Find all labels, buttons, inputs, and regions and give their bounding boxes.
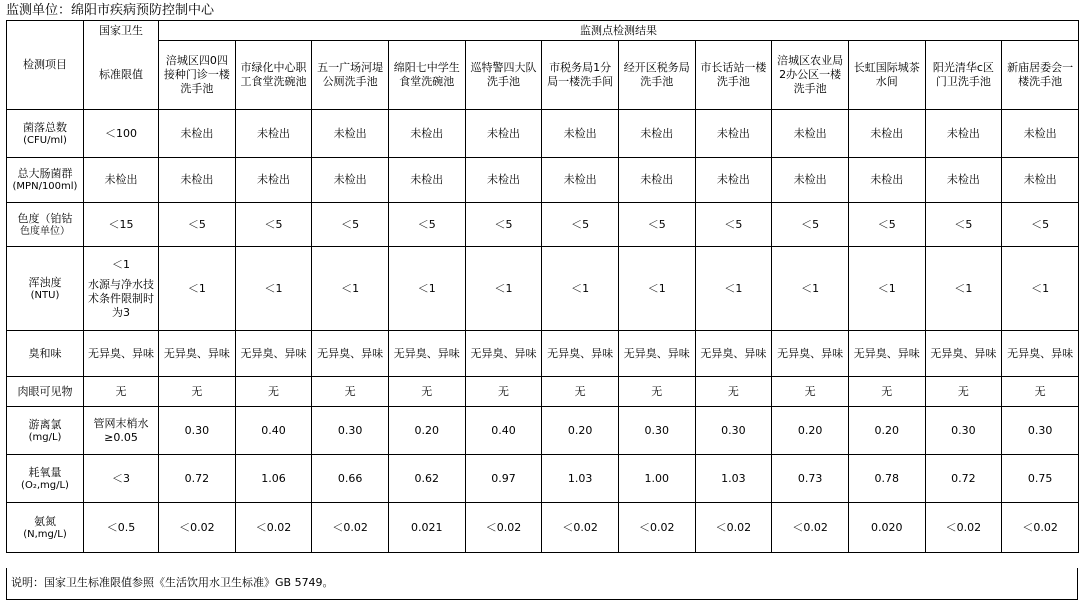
- standard-cell: [84, 158, 159, 203]
- result-cell: 未检出: [388, 110, 465, 158]
- result-cell: ＜0.02: [542, 503, 619, 553]
- item-name: 游离氯: [28, 417, 62, 431]
- result-cell: ＜1: [772, 247, 849, 331]
- result-cell: ＜1: [388, 247, 465, 331]
- item-name: 肉眼可见物: [17, 384, 73, 398]
- item-cell: [7, 455, 84, 503]
- result-cell: ＜0.02: [312, 503, 389, 553]
- standard-value: ＜0.5: [106, 520, 136, 534]
- table-row: [7, 158, 1079, 203]
- result-cell: 未检出: [542, 158, 619, 203]
- results-header: 监测点检测结果: [159, 21, 1079, 41]
- result-cell: 无异臭、异味: [618, 331, 695, 377]
- result-cell: ＜5: [848, 203, 925, 247]
- item-unit: 色度单位）: [20, 225, 70, 237]
- result-cell: 未检出: [235, 158, 312, 203]
- result-cell: ＜0.02: [1002, 503, 1079, 553]
- result-cell: 无: [388, 377, 465, 407]
- result-cell: ＜5: [925, 203, 1002, 247]
- table-row: [7, 407, 1079, 455]
- item-cell: [7, 110, 84, 158]
- result-cell: ＜1: [618, 247, 695, 331]
- site-header-10: 长虹国际城茶水间: [848, 41, 925, 110]
- table-row: [7, 110, 1079, 158]
- result-cell: ＜0.02: [618, 503, 695, 553]
- result-cell: 0.30: [695, 407, 772, 455]
- result-cell: 0.62: [388, 455, 465, 503]
- result-cell: 0.020: [848, 503, 925, 553]
- site-header-row: [7, 41, 1079, 110]
- result-cell: 0.30: [159, 407, 236, 455]
- item-cell: [7, 377, 84, 407]
- item-name: 浑浊度: [28, 275, 62, 289]
- table-row: [7, 503, 1079, 553]
- standard-header: [84, 21, 159, 110]
- result-cell: 未检出: [1002, 158, 1079, 203]
- result-cell: ＜1: [848, 247, 925, 331]
- result-cell: 无异臭、异味: [848, 331, 925, 377]
- result-cell: 无: [618, 377, 695, 407]
- result-cell: 未检出: [925, 110, 1002, 158]
- result-cell: 无异臭、异味: [465, 331, 542, 377]
- result-cell: 未检出: [925, 158, 1002, 203]
- standard-value: 无: [115, 384, 127, 398]
- table-row: [7, 247, 1079, 331]
- result-cell: 0.72: [159, 455, 236, 503]
- result-cell: ＜5: [465, 203, 542, 247]
- table-row: [7, 203, 1079, 247]
- item-unit: (N,mg/L): [23, 528, 67, 540]
- result-cell: ＜1: [1002, 247, 1079, 331]
- item-name: 菌落总数: [23, 120, 67, 134]
- table-row: [7, 455, 1079, 503]
- result-cell: 无: [925, 377, 1002, 407]
- standard-cell: [84, 203, 159, 247]
- result-cell: 未检出: [159, 158, 236, 203]
- item-name: 色度（铂钴: [17, 211, 73, 225]
- result-cell: 无: [1002, 377, 1079, 407]
- result-cell: 1.03: [542, 455, 619, 503]
- item-unit: (O₂,mg/L): [21, 479, 69, 491]
- standard-value: ＜100: [105, 126, 137, 140]
- result-cell: 未检出: [695, 158, 772, 203]
- result-cell: ＜0.02: [465, 503, 542, 553]
- result-cell: 无异臭、异味: [695, 331, 772, 377]
- result-cell: 无异臭、异味: [312, 331, 389, 377]
- table-row: [7, 331, 1079, 377]
- result-cell: ＜0.02: [695, 503, 772, 553]
- site-header-8: 市长话站一楼洗手池: [695, 41, 772, 110]
- result-cell: 未检出: [159, 110, 236, 158]
- item-cell: [7, 203, 84, 247]
- result-cell: 无异臭、异味: [159, 331, 236, 377]
- site-header-9: 涪城区农业局2办公区一楼洗手池: [772, 41, 849, 110]
- standard-header-bottom: 标准限值: [99, 68, 143, 81]
- result-cell: 0.66: [312, 455, 389, 503]
- result-cell: 0.20: [772, 407, 849, 455]
- result-cell: ＜0.02: [159, 503, 236, 553]
- result-cell: 未检出: [695, 110, 772, 158]
- site-header-3: 五一广场河堤公厕洗手池: [312, 41, 389, 110]
- site-header-6: 市税务局1分局一楼洗手间: [542, 41, 619, 110]
- item-unit: (MPN/100ml): [12, 181, 78, 192]
- result-cell: 无异臭、异味: [235, 331, 312, 377]
- result-cell: ＜5: [772, 203, 849, 247]
- result-cell: ＜1: [235, 247, 312, 331]
- result-cell: 无: [695, 377, 772, 407]
- result-cell: 无: [772, 377, 849, 407]
- result-cell: ＜5: [159, 203, 236, 247]
- site-header-7: 经开区税务局洗手池: [618, 41, 695, 110]
- result-cell: 未检出: [465, 158, 542, 203]
- result-cell: 0.73: [772, 455, 849, 503]
- site-header-1: 涪城区四0四接种门诊一楼洗手池: [159, 41, 236, 110]
- result-cell: 1.00: [618, 455, 695, 503]
- standard-cell: [84, 247, 159, 331]
- standard-cell: [84, 455, 159, 503]
- result-cell: ＜5: [542, 203, 619, 247]
- result-cell: 未检出: [235, 110, 312, 158]
- standard-value: ＜3: [112, 471, 130, 485]
- result-cell: 未检出: [465, 110, 542, 158]
- result-cell: 无: [465, 377, 542, 407]
- item-unit: (mg/L): [28, 431, 62, 443]
- item-cell: [7, 503, 84, 553]
- result-cell: 0.78: [848, 455, 925, 503]
- item-cell: [7, 158, 84, 203]
- result-cell: 无: [542, 377, 619, 407]
- item-cell: [7, 407, 84, 455]
- result-cell: ＜1: [542, 247, 619, 331]
- result-cell: 0.30: [1002, 407, 1079, 455]
- result-cell: 无异臭、异味: [388, 331, 465, 377]
- result-cell: 未检出: [542, 110, 619, 158]
- item-name: 耗氧量: [28, 465, 62, 479]
- result-cell: 无异臭、异味: [1002, 331, 1079, 377]
- water-quality-table: [6, 20, 1079, 553]
- result-cell: ＜5: [618, 203, 695, 247]
- result-cell: ＜5: [388, 203, 465, 247]
- result-cell: 无: [235, 377, 312, 407]
- result-cell: ＜1: [312, 247, 389, 331]
- site-header-11: 阳光清华c区门卫洗手池: [925, 41, 1002, 110]
- result-cell: ＜5: [312, 203, 389, 247]
- result-cell: 1.03: [695, 455, 772, 503]
- result-cell: 0.20: [542, 407, 619, 455]
- result-cell: 无: [848, 377, 925, 407]
- result-cell: 0.40: [465, 407, 542, 455]
- item-unit: (CFU/ml): [23, 134, 67, 146]
- footnote: 说明：国家卫生标准限值参照《生活饮用水卫生标准》GB 5749。: [6, 568, 1078, 600]
- standard-header-top: 国家卫生: [99, 24, 143, 37]
- header-row-top: [7, 21, 1079, 41]
- result-cell: 0.20: [388, 407, 465, 455]
- standard-cell: [84, 331, 159, 377]
- result-cell: ＜1: [159, 247, 236, 331]
- result-cell: 未检出: [772, 158, 849, 203]
- result-cell: ＜5: [695, 203, 772, 247]
- item-name: 臭和味: [28, 346, 62, 360]
- result-cell: ＜1: [695, 247, 772, 331]
- result-cell: 0.30: [312, 407, 389, 455]
- result-cell: 未检出: [312, 110, 389, 158]
- result-cell: 无: [159, 377, 236, 407]
- result-cell: 未检出: [848, 158, 925, 203]
- site-header-5: 巡特警四大队洗手池: [465, 41, 542, 110]
- item-cell: [7, 247, 84, 331]
- standard-cell: [84, 503, 159, 553]
- standard-value: 无异臭、异味: [88, 346, 154, 360]
- result-cell: 未检出: [618, 158, 695, 203]
- result-cell: 1.06: [235, 455, 312, 503]
- result-cell: 未检出: [618, 110, 695, 158]
- result-cell: 0.75: [1002, 455, 1079, 503]
- item-header: 检测项目: [7, 21, 84, 110]
- result-cell: ＜0.02: [925, 503, 1002, 553]
- standard-value: 未检出: [104, 173, 138, 186]
- item-unit: (NTU): [30, 289, 60, 301]
- standard-cell: [84, 407, 159, 455]
- result-cell: 未检出: [848, 110, 925, 158]
- result-cell: 0.97: [465, 455, 542, 503]
- result-cell: ＜5: [1002, 203, 1079, 247]
- result-cell: 0.72: [925, 455, 1002, 503]
- item-name: 总大肠菌群: [17, 167, 73, 180]
- standard-value: ＜1: [112, 257, 130, 271]
- table-row: [7, 377, 1079, 407]
- site-header-12: 新庙居委会一楼洗手池: [1002, 41, 1079, 110]
- item-name: 氨氮: [34, 514, 56, 528]
- result-cell: 无异臭、异味: [772, 331, 849, 377]
- result-cell: ＜1: [465, 247, 542, 331]
- result-cell: ＜0.02: [235, 503, 312, 553]
- result-cell: 0.40: [235, 407, 312, 455]
- standard-cell: [84, 110, 159, 158]
- result-cell: ＜5: [235, 203, 312, 247]
- standard-value: 管网末梢水≥0.05: [93, 416, 149, 444]
- result-cell: 未检出: [312, 158, 389, 203]
- result-cell: ＜0.02: [772, 503, 849, 553]
- result-cell: 0.30: [925, 407, 1002, 455]
- result-cell: 无异臭、异味: [925, 331, 1002, 377]
- result-cell: 0.20: [848, 407, 925, 455]
- result-cell: 0.30: [618, 407, 695, 455]
- monitoring-unit-label: 监测单位：绵阳市疾病预防控制中心: [6, 3, 215, 18]
- result-cell: ＜1: [925, 247, 1002, 331]
- result-cell: 0.021: [388, 503, 465, 553]
- result-cell: 未检出: [1002, 110, 1079, 158]
- item-cell: [7, 331, 84, 377]
- result-cell: 无异臭、异味: [542, 331, 619, 377]
- standard-cell: [84, 377, 159, 407]
- result-cell: 未检出: [772, 110, 849, 158]
- result-cell: 无: [312, 377, 389, 407]
- result-cell: 未检出: [388, 158, 465, 203]
- standard-value: ＜15: [108, 217, 134, 231]
- site-header-4: 绵阳七中学生食堂洗碗池: [388, 41, 465, 110]
- standard-note: 水源与净水技术条件限制时为3: [88, 277, 154, 319]
- site-header-2: 市绿化中心职工食堂洗碗池: [235, 41, 312, 110]
